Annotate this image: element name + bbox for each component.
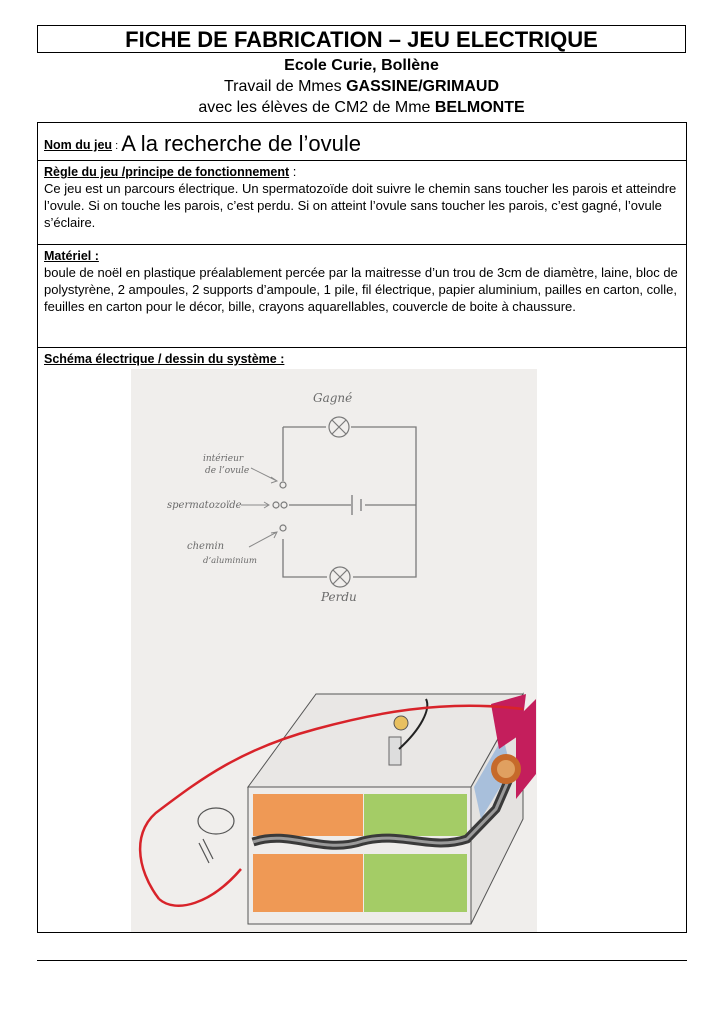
schema-drawing-photo (131, 369, 537, 932)
document-header (37, 55, 686, 118)
class-teacher-name: BELMONTE (434, 99, 525, 116)
drawing-label-path-1: chemin (187, 541, 225, 552)
drawing-label-lost: Perdu (321, 590, 357, 604)
drawing-label-ovule-1: intérieur (203, 454, 244, 464)
materials-text: boule de noël en plastique préalablement percée par la maitresse d’un trou de 3cm de diamètre, laine, bloc de polystyrène, 2 ampoules, 2 supports d’ampoule, 1 pile, fil électrique, papier aluminium, pailles en carton, colle, feuilles en carton pour le décor, bille, crayons aquarellables, couvercle de boite à chaussure. (44, 265, 678, 314)
rules-row (38, 161, 686, 245)
students-line (37, 97, 686, 118)
rules-separator: : (289, 164, 297, 179)
game-name-label: Nom du jeu (44, 138, 113, 152)
game-name-row (38, 123, 686, 161)
schema-label: Schéma électrique / dessin du système : (44, 352, 285, 366)
teacher-names: GASSINE/GRIMAUD (346, 78, 499, 95)
game-box-drawing (248, 694, 536, 924)
students-prefix: avec les élèves de CM2 de Mme (198, 99, 435, 116)
drawing-label-won: Gagné (313, 391, 353, 405)
work-line (37, 76, 686, 97)
schema-row (38, 348, 686, 932)
drawing-label-sperm: spermatozoïde (167, 500, 242, 511)
materials-label: Matériel : (44, 249, 99, 263)
form-table (37, 122, 687, 933)
drawing-label-path-2: d’aluminium (203, 556, 257, 566)
rules-text: Ce jeu est un parcours électrique. Un spermatozoïde doit suivre le chemin sans toucher les parois et atteindre l’ovule. Si on touche les parois, c’est perdu. Si on atteint l’ovule sans toucher les parois, c’est gagné, l’ovule s’éclaire. (44, 181, 677, 230)
game-name-separator: : (112, 140, 122, 152)
school-name: Ecole Curie, Bollène (284, 57, 439, 74)
schema-drawing (131, 369, 537, 932)
drawing-label-ovule-2: de l’ovule (205, 466, 250, 476)
footer-rule (37, 960, 687, 961)
rules-label: Règle du jeu /principe de fonctionnement (44, 165, 290, 179)
game-name: A la recherche de l’ovule (121, 131, 361, 156)
work-prefix: Travail de Mmes (223, 78, 347, 95)
document-title: FICHE DE FABRICATION – JEU ELECTRIQUE (37, 25, 686, 53)
materials-row (38, 245, 686, 348)
